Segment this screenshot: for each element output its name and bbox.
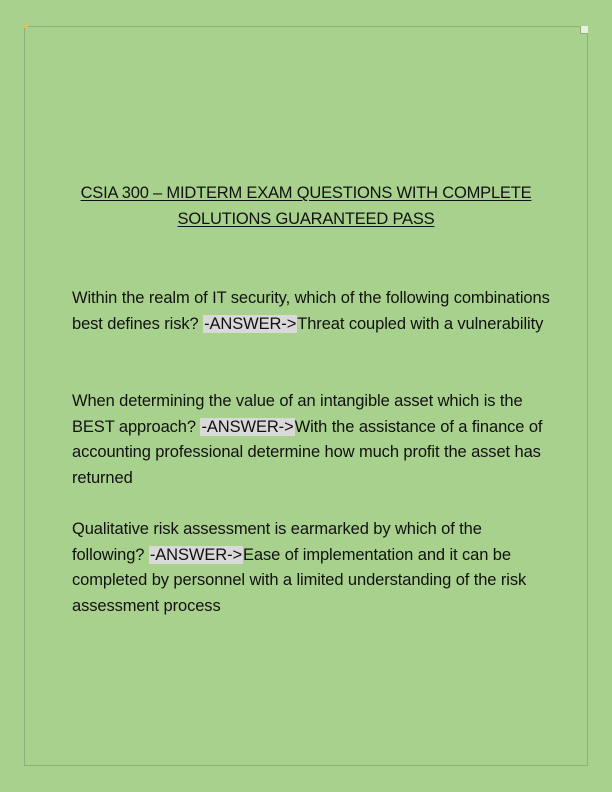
answer-text: With the assistance of a finance of accounting professional determine how much profit the asset has returned — [72, 417, 543, 487]
answer-marker: -ANSWER-> — [204, 314, 297, 333]
title-line-1: CSIA 300 – MIDTERM EXAM QUESTIONS WITH COMPLETE — [80, 184, 532, 202]
question-text: When determining the value of an intangible asset which is the BEST approach? — [72, 392, 523, 436]
page-fold-corner — [580, 26, 588, 34]
answer-marker: -ANSWER-> — [149, 545, 243, 564]
answer-marker: -ANSWER-> — [201, 417, 294, 436]
qa-item-3 — [72, 517, 552, 619]
answer-text: Threat coupled with a vulnerability — [297, 314, 544, 333]
answer-text: Ease of implementation and it can be completed by personnel with a limited understanding of the risk assessment process — [72, 545, 527, 615]
question-text: Qualitative risk assessment is earmarked by which of the following? — [72, 520, 482, 564]
question-text: Within the realm of IT security, which of the following combinations best defines risk? — [72, 289, 550, 333]
document-title — [60, 180, 552, 232]
qa-item-1 — [72, 286, 552, 337]
corner-mark-top-left — [24, 24, 28, 28]
title-line-2: SOLUTIONS GUARANTEED PASS — [177, 210, 435, 228]
qa-item-2 — [72, 389, 552, 491]
